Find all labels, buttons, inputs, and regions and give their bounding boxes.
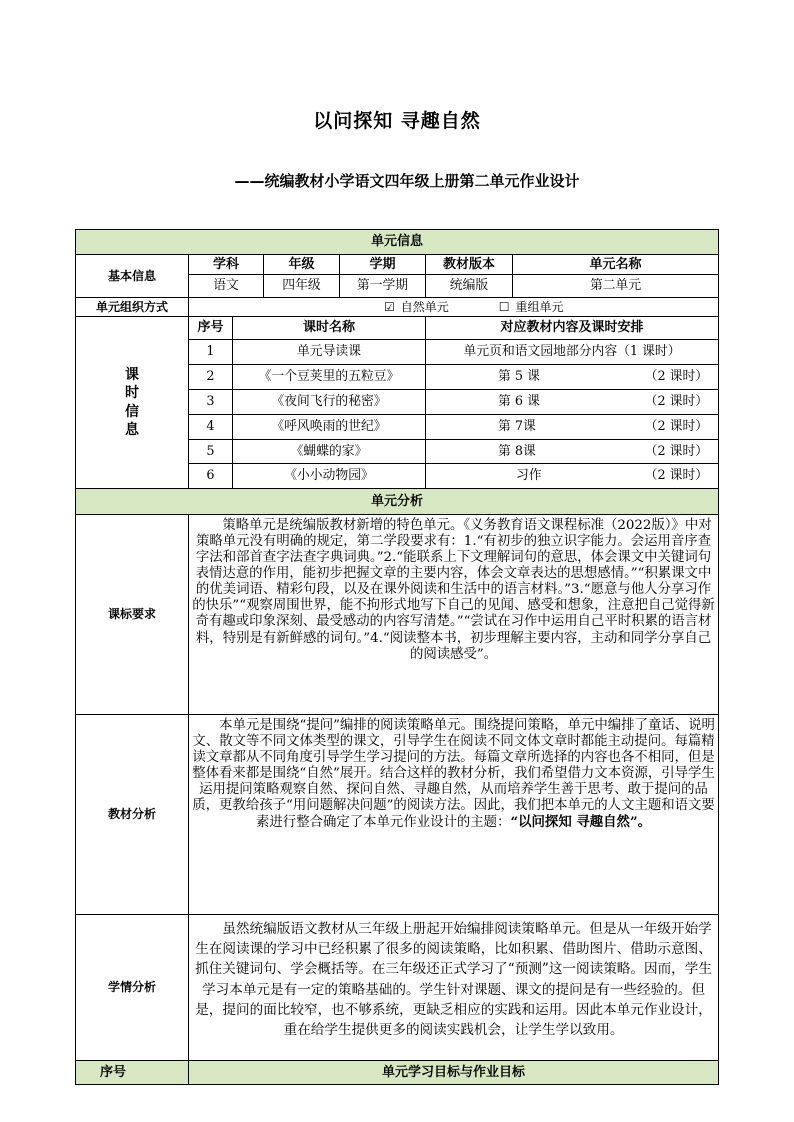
unit-design-table [75, 229, 719, 1085]
lesson-row-content: 单元页和语文园地部分内容（1 课时） [426, 340, 719, 365]
basic-info-label: 基本信息 [76, 255, 189, 298]
regroup-unit-label: 重组单元 [515, 299, 564, 314]
lesson-row-name: 单元导读课 [233, 340, 426, 365]
lesson-row-name: 《呼风唤雨的世纪》 [233, 415, 426, 440]
col-subject: 学科 [189, 255, 264, 275]
natural-unit-label: 自然单元 [400, 299, 449, 314]
lesson-row-content: 第 5 课 （2 课时） [426, 365, 719, 390]
lesson-row-no: 6 [189, 464, 233, 489]
lesson-row-content: 第 8课 （2 课时） [426, 440, 719, 464]
learner-label: 学情分析 [76, 915, 189, 1061]
goals-no-label: 序号 [76, 1061, 189, 1085]
org-label: 单元组织方式 [76, 298, 189, 317]
lesson-info-label: 课 时 信 息 [76, 317, 189, 489]
textbook-text: 本单元是围绕“提问”编排的阅读策略单元。围绕提问策略，单元中编排了童话、说明文、散文等不同文体类型的课文，引导学生在阅读不同文体文章时都能主动提问。每篇精读文章都从不同角度引导学生学习提问的方法。每篇文章所选择的内容也各不相同，但是整体看来都是围绕“自然”展开。结合这样的教材分析，我们希望借力文本资源，引导学生运用提问策略观察自然、探问自然、寻趣自然，从而培养学生善于思考、敢于提问的品质，更教给孩子“用问题解决问题”的阅读方法。因此，我们把本单元的人文主题和语文要素进行整合确定了本单元作业设计的主题：“以问探知 寻趣自然”。 [189, 715, 719, 915]
goals-header: 单元学习目标与作业目标 [189, 1061, 719, 1085]
value-semester: 第一学期 [340, 275, 426, 298]
textbook-label: 教材分析 [76, 715, 189, 915]
lesson-row-no: 1 [189, 340, 233, 365]
value-unit-name: 第二单元 [513, 275, 719, 298]
org-options [189, 298, 719, 317]
lesson-row-name: 《蝴蝶的家》 [233, 440, 426, 464]
natural-unit-checkbox[interactable]: ☑ [384, 299, 395, 314]
lesson-row-no: 4 [189, 415, 233, 440]
standards-text: 策略单元是统编版教材新增的特色单元。《义务教育语文课程标准（2022版）》中对策略单元没有明确的规定，第二学段要求有：1.“有初步的独立识字能力。会运用音序查字法和部首查字法查字典词典。”2.“能联系上下文理解词句的意思，体会课文中关键词句表情达意的作用，能初步把握文章的主要内容，体会文章表达的思想感情。”“积累课文中的优美词语、精彩句段，以及在课外阅读和生活中的语言材料。”3.“愿意与他人分享习作的快乐”“观察周围世界，能不拘形式地写下自己的见闻、感受和想象，注意把自己觉得新奇有趣或印象深刻、最受感动的内容写清楚。”“尝试在习作中运用自己平时积累的语言材料，特别是有新鲜感的词句。”4.“阅读整本书，初步理解主要内容，主动和同学分享自己的阅读感受”。 [189, 515, 719, 715]
col-unit-name: 单元名称 [513, 255, 719, 275]
col-semester: 学期 [340, 255, 426, 275]
page-subtitle: ——统编教材小学语文四年级上册第二单元作业设计 [234, 172, 580, 190]
standards-label: 课标要求 [76, 515, 189, 715]
regroup-unit-checkbox[interactable]: ☐ [498, 299, 510, 314]
lesson-row-content: 第 7课 （2 课时） [426, 415, 719, 440]
learner-text: 虽然统编版语文教材从三年级上册起开始编排阅读策略单元。但是从一年级开始学生在阅读课的学习中已经积累了很多的阅读策略，比如积累、借助图片、借助示意图、抓住关键词句、学会概括等。在三年级还正式学习了“预测”这一阅读策略。因而，学生学习本单元是有一定的策略基础的。学生针对课题、课文的提问是有一些经验的。但是，提问的面比较窄，也不够系统，更缺乏相应的实践和运用。因此本单元作业设计，重在给学生提供更多的阅读实践机会，让学生学以致用。 [189, 915, 719, 1061]
lesson-row-no: 3 [189, 390, 233, 415]
lesson-col-name: 课时名称 [233, 317, 426, 340]
lesson-row-name: 《小小动物园》 [233, 464, 426, 489]
lesson-row-name: 《一个豆荚里的五粒豆》 [233, 365, 426, 390]
col-grade: 年级 [264, 255, 340, 275]
page-title: 以问探知 寻趣自然 [313, 110, 481, 132]
value-subject: 语文 [189, 275, 264, 298]
lesson-col-no: 序号 [189, 317, 233, 340]
lesson-row-no: 2 [189, 365, 233, 390]
lesson-row-content: 习作 （2 课时） [426, 464, 719, 489]
unit-analysis-header: 单元分析 [76, 489, 719, 515]
lesson-row-name: 《夜间飞行的秘密》 [233, 390, 426, 415]
value-grade: 四年级 [264, 275, 340, 298]
unit-info-header: 单元信息 [76, 230, 719, 255]
lesson-row-content: 第 6 课 （2 课时） [426, 390, 719, 415]
lesson-col-content: 对应教材内容及课时安排 [426, 317, 719, 340]
lesson-row-no: 5 [189, 440, 233, 464]
value-edition: 统编版 [426, 275, 513, 298]
col-edition: 教材版本 [426, 255, 513, 275]
